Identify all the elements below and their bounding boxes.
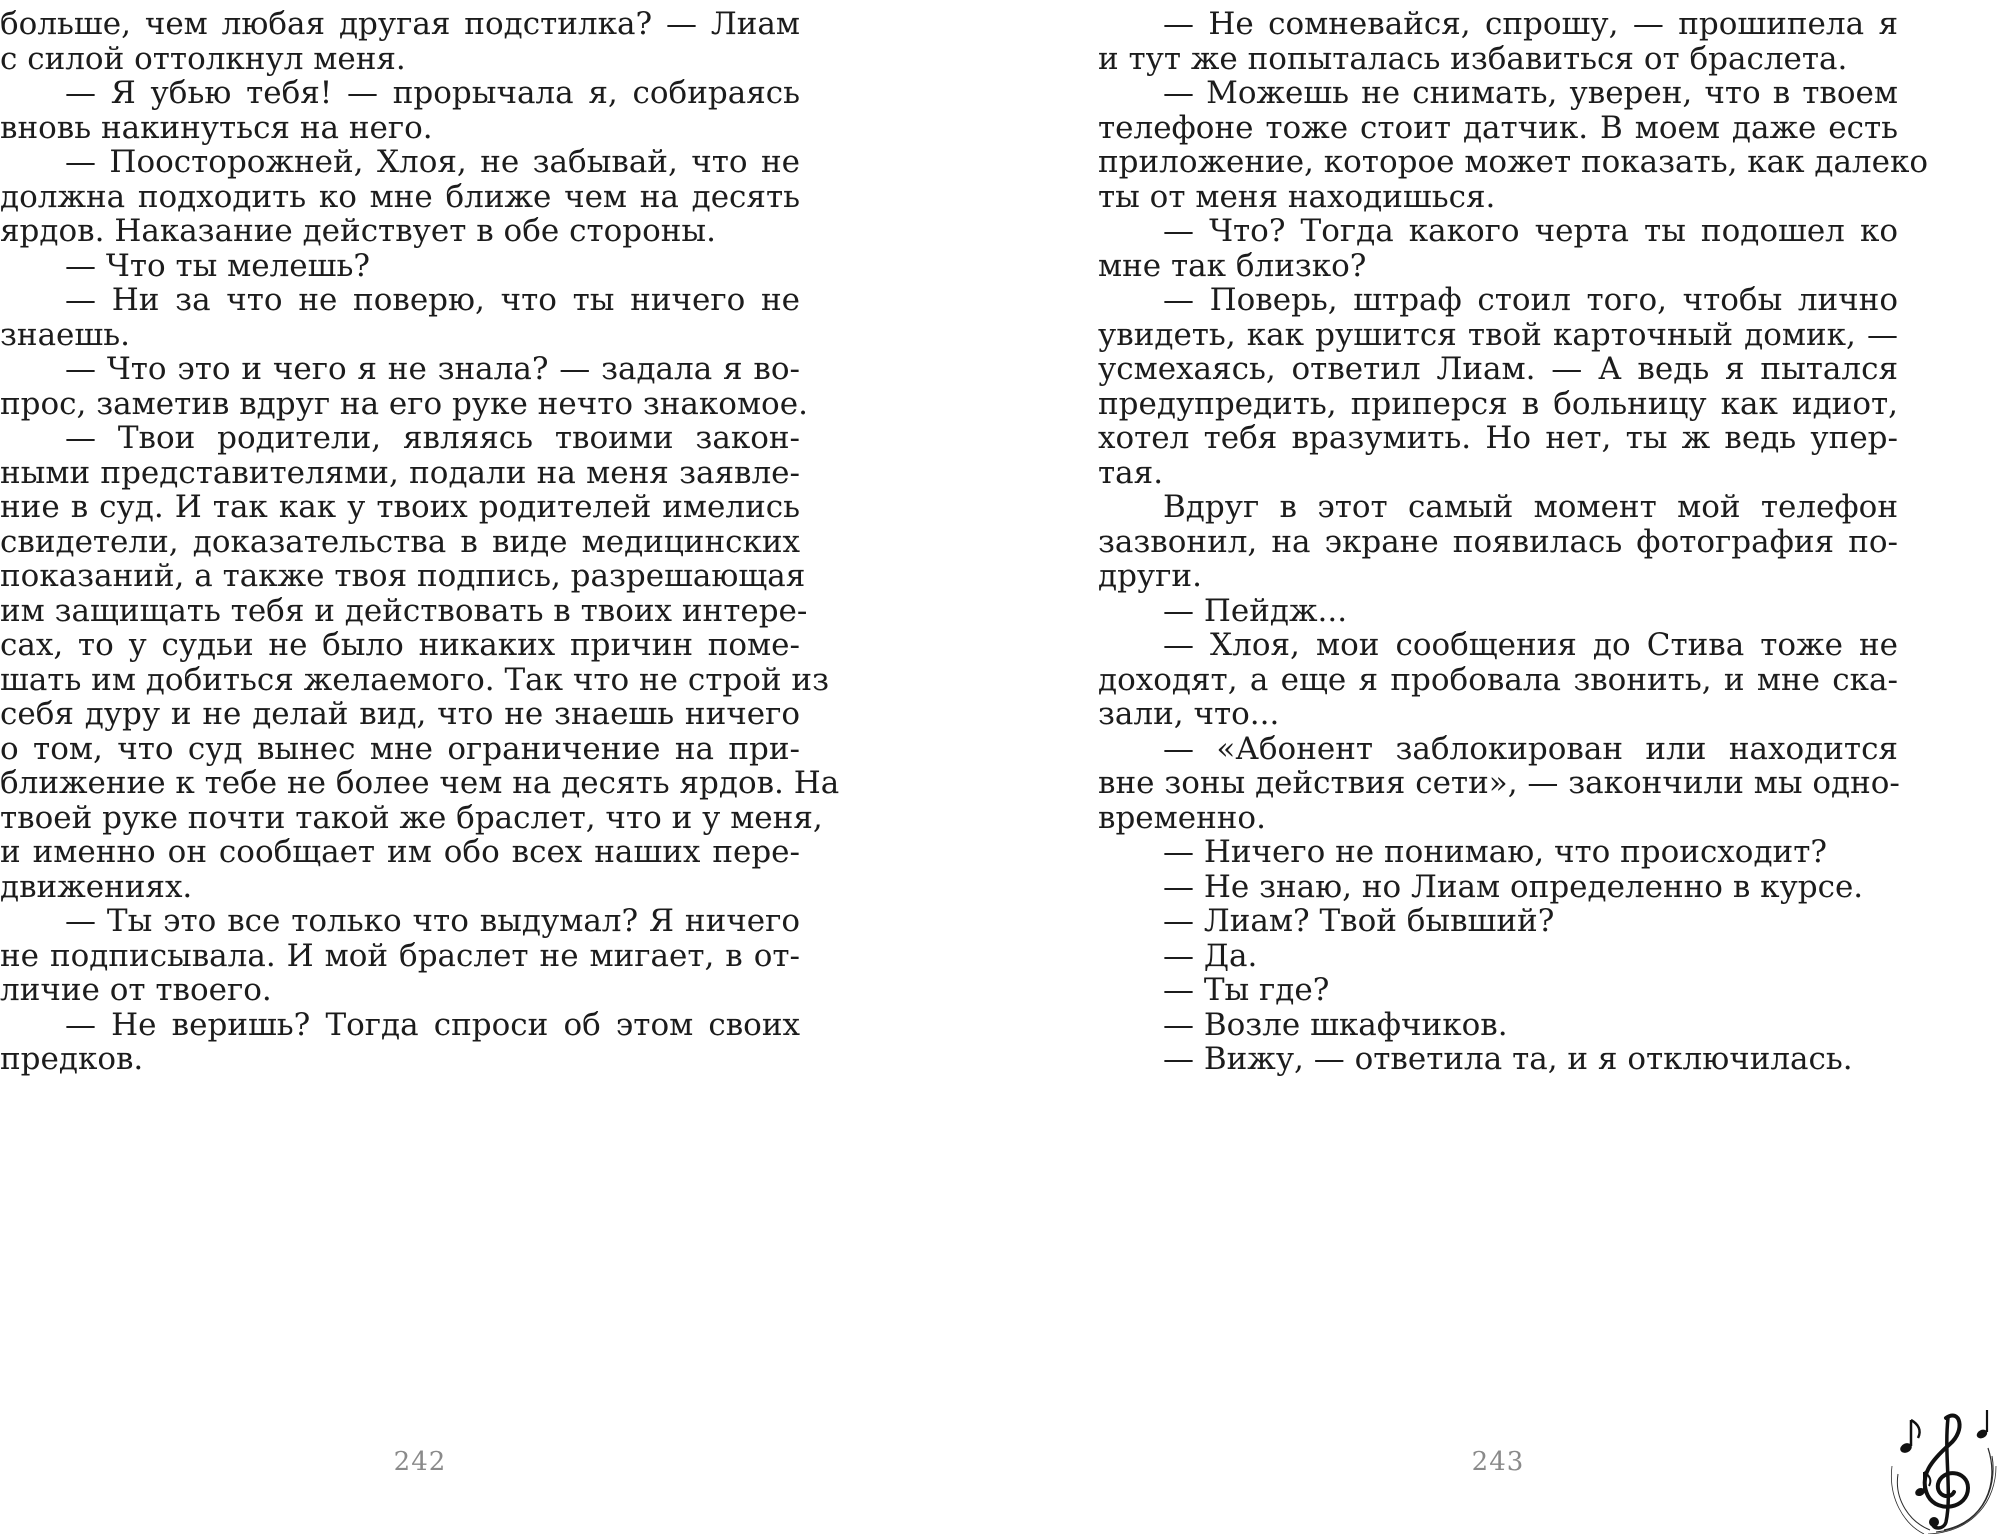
text-line: — Поосторожней, Хлоя, не забывай, что не [65,144,800,180]
text-line: тая. [1098,454,1164,491]
text-line: Вдруг в этот самый момент мой телефон [1163,489,1898,525]
text-line: шать им добиться желаемого. Так что не строй из [0,661,829,698]
text-line: свидетели, доказательства в виде медицинских [0,523,800,560]
text-line: ными представителями, подали на меня заявле- [0,454,800,491]
text-line: не подписывала. И мой браслет не мигает, в от- [0,937,800,974]
right-page [1098,0,1929,1534]
text-line: и тут же попыталась избавиться от браслета. [1098,40,1848,77]
text-line: — Хлоя, мои сообщения до Стива тоже не [1163,627,1898,663]
text-line: — Лиам? Твой бывший? [1163,903,1555,939]
text-line: — Я убью тебя! — прорычала я, собираясь [65,75,800,111]
text-line: с силой оттолкнул меня. [0,40,406,77]
text-line: — Ни за что не поверю, что ты ничего не [65,282,800,318]
text-line: увидеть, как рушится твой карточный домик, — [1098,316,1898,353]
treble-clef-music-notes-icon [1884,1404,2000,1534]
text-line: и именно он сообщает им обо всех наших пере- [0,834,800,870]
text-line: им защищать тебя и действовать в твоих интере- [0,592,808,629]
text-line: телефоне тоже стоит датчик. В моем даже есть [1098,109,1898,146]
text-line: временно. [1098,799,1266,836]
text-line: движениях. [0,868,193,905]
text-line: должна подходить ко мне ближе чем на десять [0,178,800,215]
text-line: о том, что суд вынес мне ограничение на при- [0,730,800,767]
text-line: — Да. [1163,937,1258,974]
text-line: — Не сомневайся, спрошу, — прошипела я [1163,6,1898,42]
text-line: твоей руке почти такой же браслет, что и у меня, [0,799,823,836]
text-line: больше, чем любая другая подстилка? — Лиам [0,6,800,42]
text-line: ние в суд. И так как у твоих родителей имелись [0,489,800,525]
text-line: — Что это и чего я не знала? — задала я во- [65,351,800,387]
text-line: ты от меня находишься. [1098,178,1496,215]
text-line: — Вижу, — ответила та, и я отключилась. [1163,1041,1853,1077]
text-line: — Не веришь? Тогда спроси об этом своих [65,1006,800,1043]
text-line: — Что? Тогда какого черта ты подошел ко [1163,213,1898,249]
text-line: усмехаясь, ответил Лиам. — А ведь я пытался [1098,351,1898,387]
text-line: доходят, а еще я пробовала звонить, и мне ска- [1098,661,1898,698]
text-line: показаний, а также твоя подпись, разрешающая [0,558,806,594]
left-page [0,0,840,1534]
text-line: личие от твоего. [0,972,272,1008]
text-line: — Ты это все только что выдумал? Я ничего [65,903,800,939]
text-line: хотел тебя вразумить. Но нет, ты ж ведь упер- [1098,420,1898,456]
text-line: вне зоны действия сети», — закончили мы одно- [1098,765,1900,801]
right-page-number: 243 [1471,1447,1525,1477]
text-line: — Возле шкафчиков. [1163,1006,1508,1043]
text-line: зали, что... [1098,696,1280,732]
text-line: предков. [0,1041,144,1077]
text-line: ярдов. Наказание действует в обе стороны. [0,213,716,249]
text-line: — Ты где? [1163,972,1330,1008]
text-line: — Твои родители, являясь твоими закон- [65,420,800,456]
text-line: — Что ты мелешь? [65,247,370,284]
text-line: приложение, которое может показать, как далеко [1098,144,1929,180]
text-line: други. [1098,558,1202,594]
text-line: мне так близко? [1098,247,1367,284]
text-line: предупредить, приперся в больницу как идиот, [1098,385,1898,422]
text-line: — Ничего не понимаю, что происходит? [1163,834,1827,870]
text-line: — Пейдж... [1163,592,1348,629]
text-line: знаешь. [0,316,130,353]
text-line: — «Абонент заблокирован или находится [1163,730,1898,767]
text-line: ближение к тебе не более чем на десять ярдов. На [0,765,840,801]
text-line: прос, заметив вдруг на его руке нечто знакомое. [0,385,808,422]
text-line: — Можешь не снимать, уверен, что в твоем [1163,75,1898,111]
text-line: зазвонил, на экране появилась фотография по- [1098,523,1898,560]
text-line: — Не знаю, но Лиам определенно в курсе. [1163,868,1864,905]
text-line: вновь накинуться на него. [0,109,433,146]
text-line: — Поверь, штраф стоил того, чтобы лично [1163,282,1898,318]
text-line: себя дуру и не делай вид, что не знаешь ничего [0,696,800,732]
text-line: сах, то у судьи не было никаких причин поме- [0,627,800,663]
left-page-number: 242 [393,1447,447,1477]
